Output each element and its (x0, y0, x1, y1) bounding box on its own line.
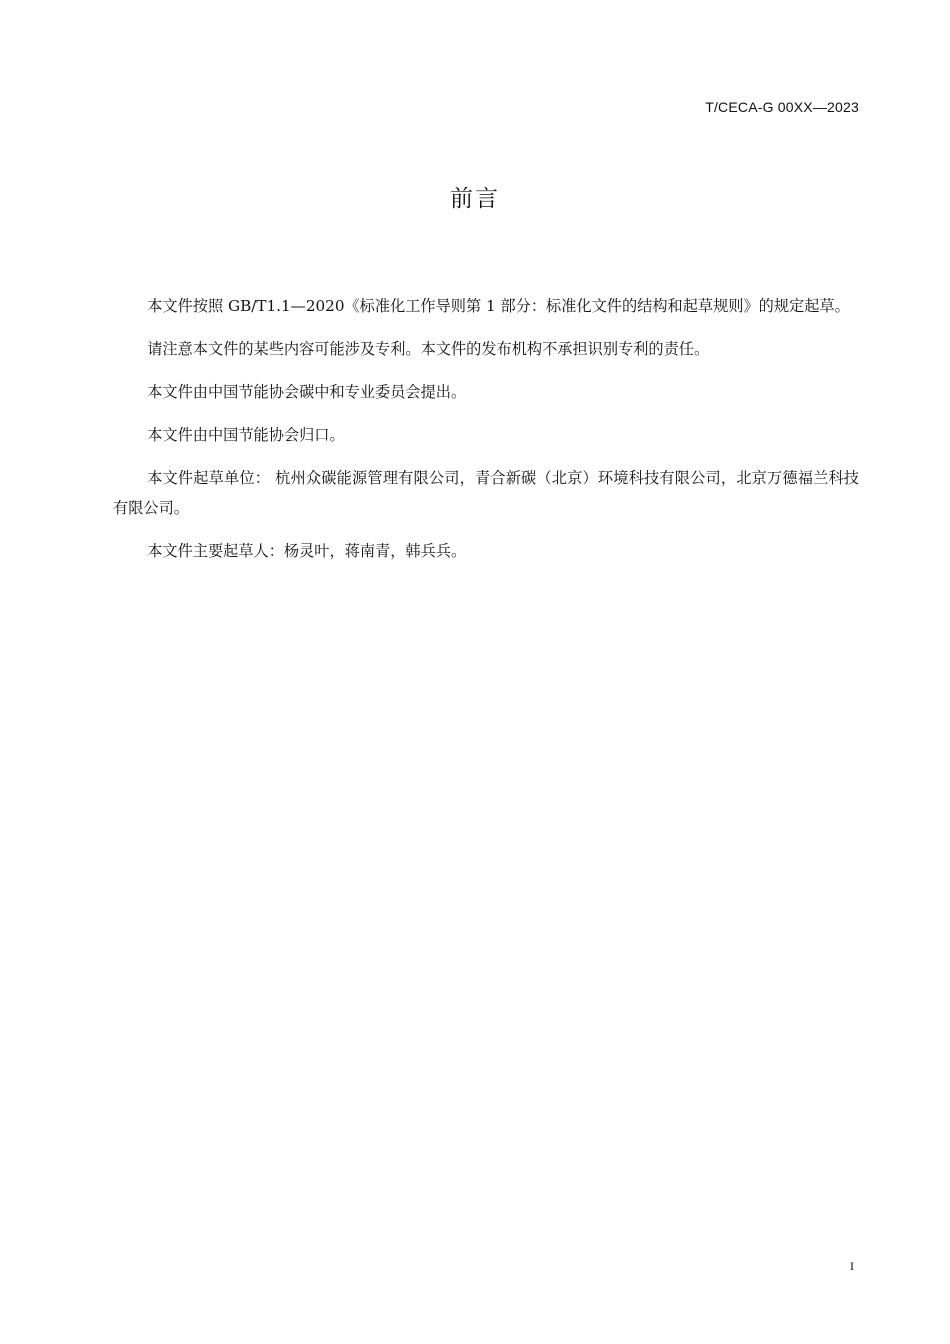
paragraph-centralized: 本文件由中国节能协会归口。 (147, 426, 345, 444)
paragraph-patent-notice: 请注意本文件的某些内容可能涉及专利。本文件的发布机构不承担识别专利的责任。 (147, 340, 710, 358)
paragraph-proposer: 本文件由中国节能协会碳中和专业委员会提出。 (147, 383, 467, 401)
document-code: T/CECA-G 00XX—2023 (705, 99, 859, 115)
paragraph-drafting-rules: 本文件按照 GB/T1.1—2020《标准化工作导则第 1 部分：标准化文件的结构和起草规则》的规定起草。 (147, 297, 850, 315)
preface-body (113, 291, 859, 566)
page-title: 前言 (450, 186, 500, 212)
paragraph-main-drafters: 本文件主要起草人：杨灵叶，蒋南青，韩兵兵。 (147, 542, 467, 560)
page-number: I (850, 1259, 854, 1273)
paragraph-drafting-units: 本文件起草单位： 杭州众碳能源管理有限公司，青合新碳（北京）环境科技有限公司，北京万德福兰科技有限公司。 (113, 469, 859, 517)
